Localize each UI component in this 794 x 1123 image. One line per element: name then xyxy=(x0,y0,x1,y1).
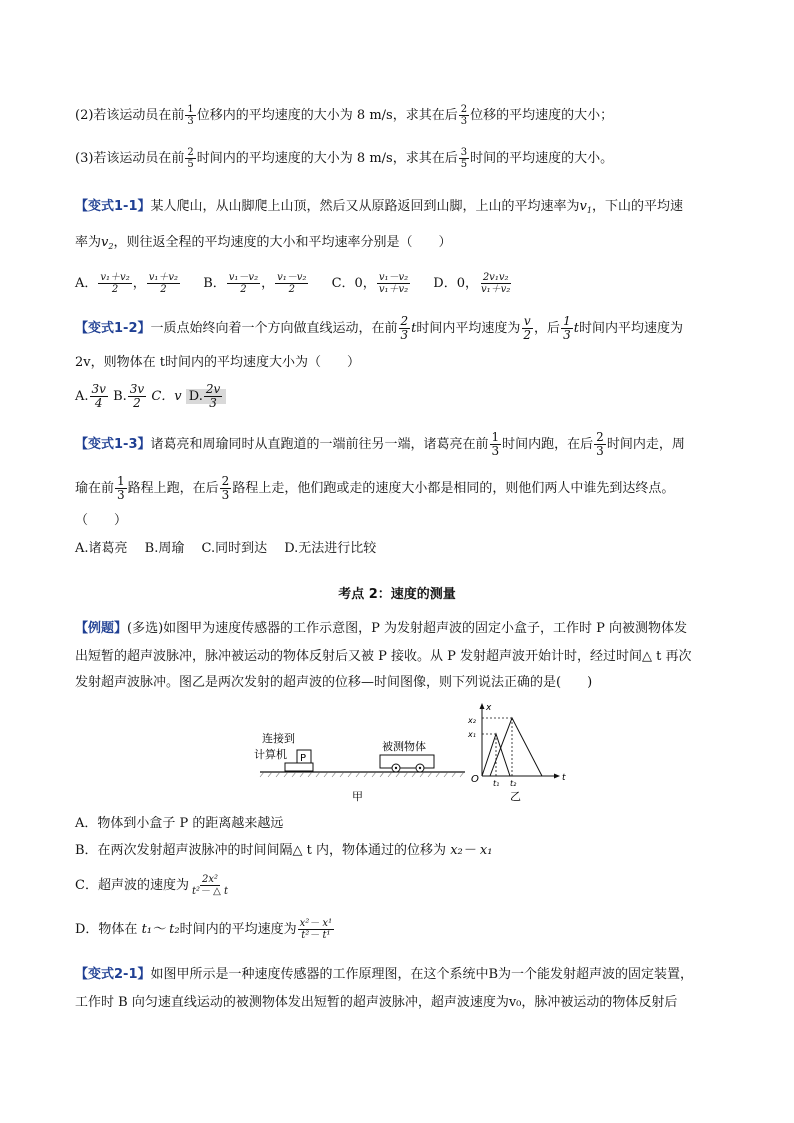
option-a: A． $\frac{\text{v₁＋v₂}}{2}$ ， $\frac{\text{v₁＋v₂}}{2}$ xyxy=(75,272,179,295)
label-connect: 连接到 xyxy=(262,732,295,745)
ground-hatch xyxy=(260,772,464,777)
cart xyxy=(380,755,434,768)
question-2: (2)若该运动员在前 $\frac{1}{3}$ 位移内的平均速度的大小为 8 m/s，求其在后 $\frac{2}{3}$ 位移的平均速度的大小； xyxy=(75,104,614,127)
option-d: D．0， $\frac{\text{2v₁v₂}}{\text{v₁＋v₂}}$ xyxy=(433,272,511,295)
figure xyxy=(240,700,580,810)
example-line2: 出短暂的超声波脉冲，脉冲被运动的物体反射后又被 P 接收。从 P 发射超声波开始计时，经过时间△ t 再次 xyxy=(75,649,692,664)
caption-yi: 乙 xyxy=(510,790,521,803)
pulse-2 xyxy=(490,718,542,776)
svg-text:x₂: x₂ xyxy=(468,716,476,725)
variant-1-2-line1: 【变式1-2】一质点始终向着一个方向做直线运动，在前 $\frac{2}{3}$ t时间内平均速度为 $\frac{v}{2}$ ，后 $\frac{1}{3}$ t时间内平均速度为 xyxy=(75,314,683,342)
svg-text:O: O xyxy=(471,774,479,785)
variant-1-3-options: A.诸葛亮 B.周瑜 C.同时到达 D.无法进行比较 xyxy=(75,541,377,556)
caption-jia: 甲 xyxy=(352,790,363,803)
question-3: (3)若该运动员在前 $\frac{2}{5}$ 时间内的平均速度的大小为 8 m/s，求其在后 $\frac{3}{5}$ 时间的平均速度的大小。 xyxy=(75,147,614,170)
variant-1-3-paren: （ ） xyxy=(75,513,128,528)
fraction: $\frac{3}{5}$ xyxy=(460,147,468,170)
example-line1: 【例题】(多选)如图甲为速度传感器的工作示意图，P 为发射超声波的固定小盒子，工作时 P 向被测物体发 xyxy=(75,621,688,636)
example-option-a: A．物体到小盒子 P 的距离越来越远 xyxy=(75,816,284,831)
variant-1-3-line2: 瑜在前 $\frac{1}{3}$ 路程上跑，在后 $\frac{2}{3}$ 路程上走，他们跑或走的速度大小都是相同的，则他们两人中谁先到达终点。 xyxy=(75,474,675,502)
variant-1-1-options xyxy=(75,268,531,300)
variant-1-2-line2: 2v，则物体在 t时间内的平均速度大小为（ ） xyxy=(75,355,360,370)
example-line3: 发射超声波脉冲。图乙是两次发射的超声波的位移—时间图像，则下列说法正确的是( ) xyxy=(75,675,593,690)
box-p-base xyxy=(285,763,313,771)
fraction: $\frac{2}{5}$ xyxy=(187,147,194,170)
label-object: 被测物体 xyxy=(382,740,426,753)
variant-2-1-line1: 【变式2-1】如图甲所示是一种速度传感器的工作原理图，在这个系统中B为一个能发射超声波的固定装置， xyxy=(75,967,694,982)
example-option-b: B．在两次发射超声波脉冲的时间间隔△ t 内，物体通过的位移为 x₂－ x₁ xyxy=(75,843,493,858)
option-b: B． $\frac{\text{v₁－v₂}}{2}$ ， $\frac{\text{v₁－v₂}}{2}$ xyxy=(203,272,307,295)
fraction: $\frac{2}{3}$ xyxy=(460,104,468,127)
figure-jia xyxy=(254,731,465,803)
example-option-c: C．超声波的速度为 $\frac{\text{2x²}}{\text{t²－ △ t}}$ xyxy=(75,874,229,897)
svg-text:t₁: t₁ xyxy=(493,779,500,788)
option-c: C．0， $\frac{\text{v₁－v₂}}{\text{v₁＋v₂}}$ xyxy=(331,272,409,295)
figure-yi xyxy=(467,703,566,803)
label-computer: 计算机 xyxy=(254,748,287,761)
example-option-d: D．物体在 t₁～ t₂时间内的平均速度为 $\frac{\text{x²－ x¹}}{\text{t²－ t¹}}$ xyxy=(75,918,333,941)
svg-text:P: P xyxy=(300,753,307,764)
svg-text:x: x xyxy=(486,703,492,713)
variant-1-1-line2: 率为$v_2$，则往返全程的平均速度的大小和平均速率分别是（ ） xyxy=(75,235,452,251)
section-title: 考点 2：速度的测量 xyxy=(338,587,456,602)
svg-text:x₁: x₁ xyxy=(468,730,476,739)
variant-1-2-options: A. $\frac{3v}{4}$ B. $\frac{3v}{2}$ C．v D. $\frac{2v}{3}$ xyxy=(75,380,226,414)
svg-text:t: t xyxy=(562,773,566,783)
variant-1-1-line1: 【变式1-1】某人爬山，从山脚爬上山顶，然后又从原路返回到山脚，上山的平均速率为$v_1$，下山的平均速 xyxy=(75,199,683,215)
fraction: $\frac{1}{3}$ xyxy=(187,104,194,127)
svg-text:t₂: t₂ xyxy=(510,779,517,788)
variant-2-1-line2: 工作时 B 向匀速直线运动的被测物体发出短暂的超声波脉冲，超声波速度为v₀，脉冲被运动的物体反射后 xyxy=(75,995,678,1010)
variant-1-3-line1: 【变式1-3】诸葛亮和周瑜同时从直跑道的一端前往另一端，诸葛亮在前 $\frac{1}{3}$ 时间内跑，在后 $\frac{2}{3}$ 时间内走，周 xyxy=(75,430,685,458)
